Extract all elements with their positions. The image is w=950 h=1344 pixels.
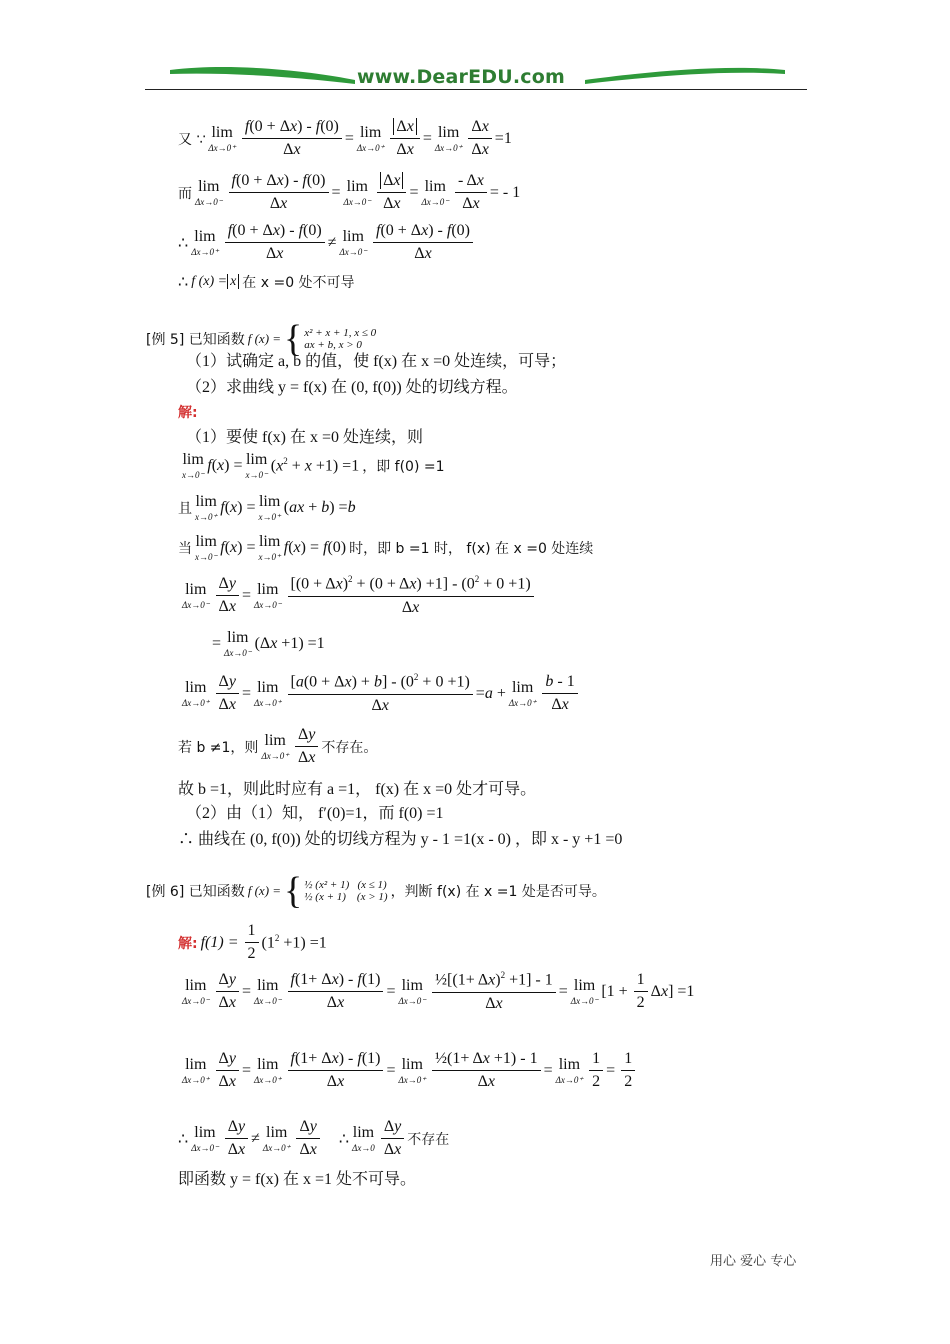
fraction: $\frac{\Delta x}{\Delta x}$	[468, 118, 491, 160]
site-header	[145, 62, 807, 92]
fraction: $\frac{f(0 + \Delta x) - f(0)}{\Delta x}$	[229, 172, 329, 214]
f1-label: f(1) =	[200, 933, 239, 951]
therefore-symbol: ∴	[178, 234, 189, 252]
example-5-q1: （1）试确定 a, b 的值，使 f(x) 在 x =0 处连续，可导；	[186, 353, 567, 370]
fraction: $\frac{f(0 + \Delta x) - f(0)}{\Delta x}$	[225, 222, 325, 264]
lim: lim x→0⁺	[258, 493, 281, 522]
fraction: $\frac{\Delta y}{\Delta x}$	[216, 1050, 239, 1092]
header-rule	[145, 89, 807, 90]
lim: lim x→0⁺	[195, 493, 218, 522]
label-you: 又 ∵	[178, 131, 206, 148]
lim: lim Δx→0⁺	[253, 1055, 282, 1085]
conclusion-gu: 故 b =1，则此时应有 a =1， f(x) 在 x =0 处才可导。	[178, 781, 537, 798]
lim: lim Δx→0	[352, 1123, 375, 1153]
lim: lim Δx→0⁻	[182, 976, 210, 1006]
fraction: $\frac{\frac{1}{2}[(1+ \Delta x)^2 +1] - 1}{\Delta x}$	[432, 970, 556, 1013]
lim: lim Δx→0⁻	[253, 976, 282, 1006]
lim: lim Δx→0⁺	[398, 1055, 427, 1085]
lim: lim Δx→0⁻	[253, 580, 282, 610]
final-conclusion: 即函数 y = f(x) 在 x =1 处不可导。	[178, 1171, 417, 1188]
footer-text: 用心 爱心 专心	[710, 1254, 797, 1269]
part-2: （2）由（1）知， f′(0)=1，而 f(0) =1	[186, 805, 444, 822]
eq-right-limit: 且 lim x→0⁺ f(x) = lim x→0⁺ (ax + b) =b	[178, 493, 356, 522]
not-exist-text: 不存在。	[321, 739, 378, 756]
fraction: $\frac{\Delta y}{\Delta x}$	[216, 575, 239, 617]
lim: lim x→0⁻	[195, 533, 218, 562]
lim: lim Δx→0⁻	[339, 227, 367, 257]
eq-left-derivative: 而 lim Δx→0⁻ $\frac{f(0 + \Delta x) - f(0)}{\Delta x}$ = lim Δx→0⁻ $\frac{\Delta x}{\Delta x}$ = lim Δx→0⁻ $\frac{- \Delta x}{\Delta x}$ = - 1	[178, 172, 521, 213]
eq-right-derivative-5: lim Δx→0⁺ $\frac{\Delta y}{\Delta x}$ = lim Δx→0⁺ $\frac{[a(0 + \Delta x) + b] - (0^2 + 0 +1)}{\Delta x}$ =a + lim Δx→0⁺ $\frac{b - 1}{\Delta x}$	[182, 672, 581, 715]
eq-left-derivative-5: lim Δx→0⁻ $\frac{\Delta y}{\Delta x}$ = lim Δx→0⁻ $\frac{[(0 + \Delta x)^2 + (0 + \Delta x) +1] - (0^2 + 0 +1)}{\Delta x}$	[182, 574, 537, 617]
fraction: $\frac{f(1+ \Delta x) - f(1)}{\Delta x}$	[288, 1050, 384, 1092]
example-5-label: [例 5] 已知函数	[146, 332, 245, 348]
lim: lim Δx→0⁻	[195, 177, 223, 207]
label-er: 而	[178, 185, 192, 202]
fraction: $\frac{- \Delta x}{\Delta x}$	[455, 172, 487, 214]
lim: lim Δx→0⁺	[191, 227, 219, 257]
label-dang: 当	[178, 541, 192, 557]
lim: lim Δx→0⁺	[555, 1055, 584, 1085]
lim: lim Δx→0⁻	[182, 580, 210, 610]
fraction: $\frac{\Delta y}{\Delta x}$	[216, 673, 239, 715]
fraction: $\frac{[a(0 + \Delta x) + b] - (0^2 + 0 +1)}{\Delta x}$	[288, 672, 473, 715]
fraction: $\frac{1}{2}$	[245, 922, 259, 964]
lim: lim Δx→0⁺	[182, 1055, 210, 1085]
lim: lim Δx→0⁺	[356, 123, 385, 153]
fraction: $\frac{1}{2}$	[621, 1050, 635, 1092]
eq-not-equal-6: ∴ lim Δx→0⁻ $\frac{\Delta y}{\Delta x}$ ≠ lim Δx→0⁺ $\frac{\Delta y}{\Delta x}$ ∴ lim Δx→0 $\frac{\Delta y}{\Delta x}$ 不存在	[178, 1118, 450, 1159]
fraction: $\frac{\Delta y}{\Delta x}$	[381, 1118, 404, 1160]
eq-tail: ，即 f(0) =1	[362, 459, 445, 475]
example-6-question: ，判断 f(x) 在 x =1 处是否可导。	[390, 884, 606, 900]
site-url: www.DearEDU.com	[357, 66, 566, 88]
lim: lim Δx→0⁻	[570, 976, 599, 1006]
lim: lim Δx→0⁺	[434, 123, 463, 153]
lim: lim Δx→0⁻	[191, 1123, 219, 1153]
eq-continuity: 当 lim x→0⁻ f(x) = lim x→0⁺ f(x) = f(0) 时，即 b =1 时， f(x) 在 x =0 处连续	[178, 533, 594, 562]
fraction: $\frac{f(0 + \Delta x) - f(0)}{\Delta x}$	[242, 118, 342, 160]
fraction: $\frac{1}{2}$	[634, 971, 648, 1013]
lim: lim Δx→0⁻	[343, 177, 372, 207]
lim: lim x→0⁻	[182, 451, 205, 480]
fraction: $\frac{f(0 + \Delta x) - f(0)}{\Delta x}$	[373, 222, 473, 264]
fraction: $\frac{[(0 + \Delta x)^2 + (0 + \Delta x) +1] - (0^2 + 0 +1)}{\Delta x}$	[288, 574, 534, 617]
label-qie: 且	[178, 501, 192, 517]
example-5-title: [例 5] 已知函数 f (x) = { x² + x + 1, x ≤ 0 ax + b, x > 0	[146, 318, 377, 360]
lim: lim Δx→0⁺	[182, 678, 210, 708]
not-exist-text: 不存在	[407, 1131, 450, 1148]
fraction: $\frac{\Delta y}{\Delta x}$	[225, 1118, 248, 1160]
solution-step-1: （1）要使 f(x) 在 x =0 处连续，则	[186, 429, 424, 446]
eq-not-equal: ∴ lim Δx→0⁺ $\frac{f(0 + \Delta x) - f(0)}{\Delta x}$ ≠ lim Δx→0⁻ $\frac{f(0 + \Delta x) - f(0)}{\Delta x}$	[178, 222, 476, 264]
example-6-step-1: 解: f(1) = $\frac{1}{2}$ $(1^2 +1) =1$	[178, 922, 327, 963]
label-ruo: 若 b ≠1，则	[178, 739, 259, 756]
lim: lim x→0⁺	[258, 533, 281, 562]
fraction: $\frac{\Delta y}{\Delta x}$	[295, 726, 318, 768]
solution-text: 解:	[178, 935, 198, 952]
example-6-title: [例 6] 已知函数 f (x) = { ½ (x² + 1) (x ≤ 1) ½ (x + 1) (x > 1) ，判断 f(x) 在 x =1 处是否可导。	[146, 870, 606, 912]
eq-not-exist	[178, 726, 380, 768]
lim: lim Δx→0⁻	[398, 976, 427, 1006]
fraction: $\frac{\Delta y}{\Delta x}$	[296, 1118, 319, 1160]
lim: lim Δx→0⁺	[508, 678, 537, 708]
eq-right-derivative: 又 ∵ lim Δx→0⁺ $\frac{f(0 + \Delta x) - f(0)}{\Delta x}$ = lim Δx→0⁺ $\frac{\Delta x}{\Delta x}$ = lim Δx→0⁺ $\frac{\Delta x}{\Delta x}$ =1	[178, 118, 512, 159]
fraction: $\frac{1}{2}$	[589, 1050, 603, 1092]
lim: lim Δx→0⁺	[253, 678, 282, 708]
lim: lim Δx→0⁺	[262, 1123, 291, 1153]
lim: lim x→0⁻	[245, 451, 268, 480]
lim: lim Δx→0⁺	[208, 123, 236, 153]
lim: lim Δx→0⁻	[421, 177, 450, 207]
solution-label	[178, 402, 201, 422]
eq-left-derivative-5b: = lim Δx→0⁻ (Δx +1) =1	[212, 629, 325, 658]
eq-left-limit: lim x→0⁻ f(x) = lim x→0⁻ $(x^2 + x +1) =1$ ，即 f(0) =1	[182, 451, 445, 480]
eq-left-derivative-6: lim Δx→0⁻ $\frac{\Delta y}{\Delta x}$ = lim Δx→0⁻ $\frac{f(1+ \Delta x) - f(1)}{\Delta x}$ = lim Δx→0⁻ $\frac{\frac{1}{2}[(1+ \Delta x)^2 +1] - 1}{\Delta x}$ = lim Δx→0⁻ [1 + $\frac{1}{2}$ Δx] =1	[182, 970, 695, 1012]
conclusion-1: ∴ f (x) = x 在 x =0 处不可导	[178, 274, 355, 291]
eq-right-derivative-6: lim Δx→0⁺ $\frac{\Delta y}{\Delta x}$ = lim Δx→0⁺ $\frac{f(1+ \Delta x) - f(1)}{\Delta x}$ = lim Δx→0⁺ $\frac{\text{½(1+ Δx +1) - 1}}{\Delta x}$ = lim Δx→0⁺ $\frac{1}{2}$ = $\frac{1}{2}$	[182, 1050, 638, 1092]
lim: lim Δx→0⁻	[224, 629, 252, 658]
example-6-label: [例 6] 已知函数	[146, 884, 245, 900]
example-5-q2: （2）求曲线 y = f(x) 在 (0, f(0)) 处的切线方程。	[186, 379, 518, 396]
lim: lim Δx→0⁺	[261, 731, 289, 761]
fraction: $\frac{f(1+ \Delta x) - f(1)}{\Delta x}$	[288, 971, 384, 1013]
fraction: $\frac{b - 1}{\Delta x}$	[542, 673, 577, 715]
fraction: $\frac{\Delta x}{\Delta x}$	[377, 172, 406, 214]
fraction: $\frac{\Delta y}{\Delta x}$	[216, 971, 239, 1013]
conclusion-text: 在 x =0 处不可导	[242, 275, 355, 291]
solution-text: 解:	[178, 405, 198, 421]
tangent-line: ∴ 曲线在 (0, f(0)) 处的切线方程为 y - 1 =1(x - 0) ，即 x - y +1 =0	[178, 831, 623, 848]
fraction: $\frac{\Delta x}{\Delta x}$	[390, 118, 419, 160]
fraction: $\frac{\text{½(1+ Δx +1) - 1}}{\Delta x}$	[432, 1050, 541, 1092]
eq-tail: 时，即 b =1 时， f(x) 在 x =0 处连续	[349, 541, 594, 557]
